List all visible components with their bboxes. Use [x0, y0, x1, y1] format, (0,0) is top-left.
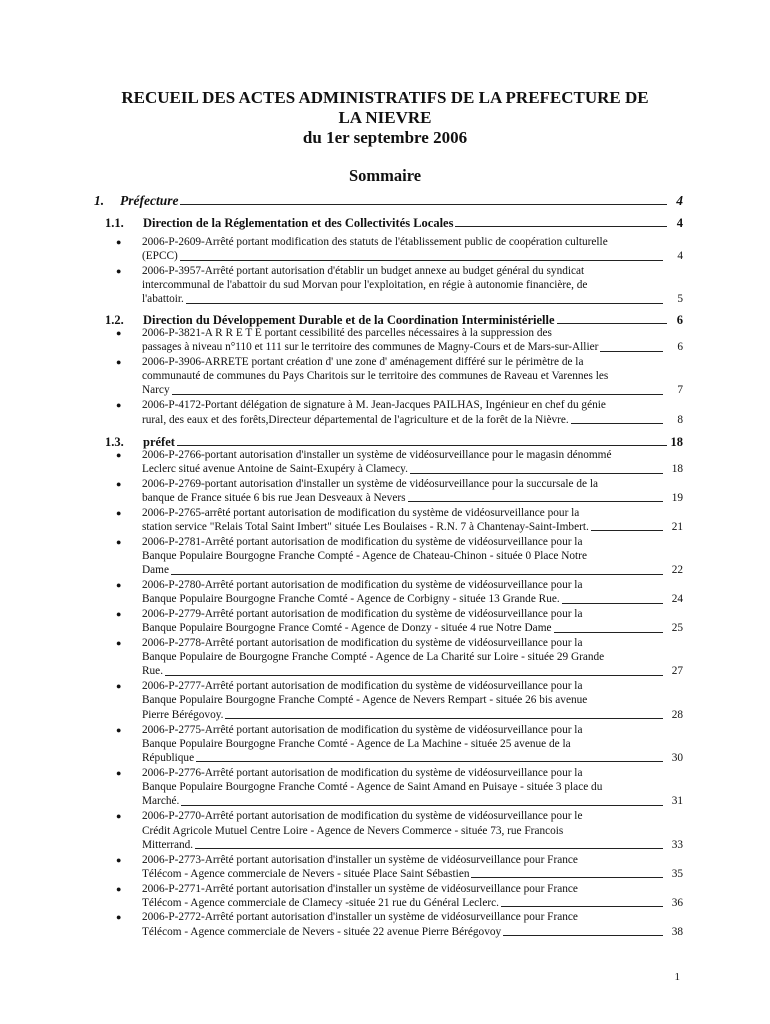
- toc-entry-text: [142, 766, 683, 809]
- toc-entry[interactable]: [116, 264, 683, 307]
- toc-entry-line-text: station service "Relais Total Saint Imbert" située Les Boulaises - R.N. 7 à Chantenay-Saint-Imbert.: [142, 521, 589, 534]
- toc-entry-line: [142, 882, 683, 896]
- toc-entry-line: [142, 235, 683, 249]
- toc-entry[interactable]: [116, 448, 683, 477]
- toc-entry[interactable]: [116, 723, 683, 766]
- toc-entry[interactable]: [116, 235, 683, 264]
- toc-subsection-label: préfet: [143, 435, 175, 449]
- document-title-line-3: du 1er septembre 2006: [302, 128, 468, 147]
- leader-line: [177, 445, 667, 446]
- toc-entry-line-text: rural, des eaux et des forêts,Directeur départemental de l'agriculture et de la forêt de la Nièvre.: [142, 413, 569, 426]
- toc-entry-line: [142, 340, 683, 354]
- toc-entry-page: 30: [671, 752, 683, 765]
- toc-entry-line-text: 2006-P-2769-portant autorisation d'installer un système de vidéosurveillance pour la succursale de la: [142, 477, 598, 490]
- toc-entry[interactable]: [116, 326, 683, 355]
- toc-entry-text: [142, 235, 683, 264]
- toc-entry-line-text: 2006-P-2771-Arrêté portant autorisation d'installer un système de vidéosurveillance pour France: [142, 882, 578, 895]
- toc-entry-line: [142, 607, 683, 621]
- leader-line: [455, 226, 667, 227]
- leader-line: [165, 675, 663, 676]
- leader-line: [600, 351, 663, 352]
- toc-entry-line-text: 2006-P-3821-A R R E T E portant cessibilité des parcelles nécessaires à la suppression des: [142, 327, 552, 339]
- leader-line: [172, 394, 663, 395]
- toc-entry-line-text: Télécom - Agence commerciale de Clamecy -située 21 rue du Général Leclerc.: [142, 896, 499, 909]
- toc-entry-line: [142, 448, 683, 462]
- toc-entry[interactable]: [116, 636, 683, 679]
- toc-entry[interactable]: [116, 809, 683, 852]
- toc-entry[interactable]: [116, 910, 683, 939]
- toc-entry-line: [142, 794, 683, 808]
- leader-line: [408, 501, 664, 502]
- toc-entry-page: 35: [671, 867, 683, 880]
- toc-entry-page: 31: [671, 795, 683, 808]
- toc-entry-text: [142, 679, 683, 722]
- toc-section-prefecture[interactable]: [94, 192, 683, 209]
- toc-entry-line: [142, 292, 683, 306]
- toc-entry[interactable]: [116, 398, 683, 427]
- toc-entry-line-text: 2006-P-2777-Arrêté portant autorisation de modification du système de vidéosurveillance pour la: [142, 680, 583, 693]
- toc-entry-text: [142, 264, 683, 307]
- leader-line: [195, 848, 663, 849]
- toc-entry-page: 5: [677, 293, 683, 306]
- toc-subsection-number: 1.1.: [105, 216, 124, 230]
- toc-entry-line: [142, 398, 683, 412]
- toc-entry-line: [142, 520, 683, 534]
- leader-line: [562, 603, 663, 604]
- toc-entry-line-text: communauté de communes du Pays Charitois sur le territoire des communes de Raveau et Varennes les: [142, 370, 609, 383]
- toc-entry-line-text: Banque Populaire Bourgogne Franche Compté - Agence de Chateau-Chinon - située 0 Place Notre: [142, 549, 587, 562]
- toc-entry-page: 18: [671, 463, 683, 476]
- toc-entry-line-text: Mitterrand.: [142, 838, 194, 851]
- toc-entry-line: [142, 737, 683, 751]
- toc-entry-line-text: Banque Populaire Bourgogne France Comté - Agence de Donzy - située 4 rue Notre Dame: [142, 622, 552, 635]
- toc-subsection-number: 1.3.: [105, 435, 124, 449]
- toc-entry[interactable]: [116, 607, 683, 636]
- toc-entry-line: [142, 636, 683, 650]
- toc-entry[interactable]: [116, 477, 683, 506]
- toc-entry-line: [142, 708, 683, 722]
- toc-entry-line: [142, 664, 683, 678]
- toc-entry-line: [142, 679, 683, 693]
- toc-entry[interactable]: [116, 853, 683, 882]
- toc-entry-text: [142, 326, 683, 355]
- toc-entry-line-text: l'abattoir.: [142, 293, 184, 306]
- toc-entry-page: 27: [671, 665, 683, 678]
- toc-entry-line-text: 2006-P-2780-Arrêté portant autorisation de modification du système de vidéosurveillance pour la: [142, 579, 583, 592]
- toc-entry-line-text: Pierre Bérégovoy.: [142, 708, 224, 721]
- sommaire-heading: Sommaire: [348, 166, 422, 185]
- toc-entry-text: [142, 882, 683, 911]
- toc-entry-line-text: 2006-P-2776-Arrêté portant autorisation de modification du système de vidéosurveillance pour la: [142, 766, 583, 779]
- toc-entry-page: 7: [677, 384, 683, 397]
- toc-entry-line: [142, 535, 683, 549]
- toc-section-number: 1.: [94, 193, 105, 208]
- toc-entry-line: [142, 751, 683, 765]
- toc-entry-line: [142, 506, 683, 520]
- toc-entry-line: [142, 766, 683, 780]
- toc-entry-line-text: 2006-P-4172-Portant délégation de signature à M. Jean-Jacques PAILHAS, Ingénieur en chef du génie: [142, 399, 606, 412]
- bullet-icon: ●: [116, 912, 122, 923]
- bullet-icon: ●: [116, 237, 122, 247]
- toc-entry-line-text: Rue.: [142, 665, 164, 678]
- toc-entry-line: [142, 578, 683, 592]
- toc-entry-text: [142, 723, 683, 766]
- toc-entry-page: 19: [671, 492, 683, 505]
- toc-entry-line-text: Dame: [142, 564, 169, 577]
- toc-entry-line: [142, 264, 683, 278]
- leader-line: [181, 805, 663, 806]
- leader-line: [554, 632, 664, 633]
- bullet-icon: ●: [116, 724, 122, 735]
- toc-entry-line-text: Télécom - Agence commerciale de Nevers - située 22 avenue Pierre Bérégovoy: [142, 925, 502, 938]
- toc-entry-line: [142, 809, 683, 823]
- toc-entry-line-text: Télécom - Agence commerciale de Nevers - située Place Saint Sébastien: [142, 867, 470, 880]
- toc-entry-line-text: 2006-P-2770-Arrêté portant autorisation de modification du système de vidéosurveillance pour le: [142, 810, 583, 823]
- toc-entry-text: [142, 578, 683, 607]
- toc-subsection-label: Direction de la Réglementation et des Collectivités Locales: [143, 216, 454, 230]
- toc-entry-text: [142, 910, 683, 939]
- toc-entry-line-text: 2006-P-2772-Arrêté portant autorisation d'installer un système de vidéosurveillance pour France: [142, 911, 578, 924]
- toc-entry-line: [142, 477, 683, 491]
- bullet-icon: ●: [116, 450, 122, 460]
- bullet-icon: ●: [116, 400, 122, 411]
- toc-entry-line: [142, 249, 683, 263]
- toc-entry-line: [142, 867, 683, 881]
- toc-entry-line: [142, 549, 683, 563]
- toc-entry-line-text: 2006-P-2766-portant autorisation d'installer un système de vidéosurveillance pour le magasin dénommé: [142, 449, 612, 461]
- toc-entry-line: [142, 910, 683, 924]
- toc-entry-page: 28: [671, 708, 683, 721]
- toc-entry-page: 25: [671, 622, 683, 635]
- toc-entry-text: [142, 535, 683, 578]
- toc-entry-page: 4: [677, 250, 683, 263]
- bullet-icon: ●: [116, 681, 122, 692]
- toc-entry-page: 33: [671, 838, 683, 851]
- leader-line: [503, 935, 663, 936]
- toc-entry-line: [142, 896, 683, 910]
- leader-line: [471, 877, 663, 878]
- bullet-icon: ●: [116, 608, 122, 619]
- toc-entry-line: [142, 563, 683, 577]
- toc-entry[interactable]: [116, 679, 683, 722]
- leader-line: [410, 473, 663, 474]
- toc-entry-line-text: Banque Populaire de Bourgogne Franche Compté - Agence de La Charité sur Loire - située 29 Grande: [142, 651, 605, 664]
- leader-line: [171, 574, 663, 575]
- toc-entry-line: [142, 925, 683, 939]
- toc-entry[interactable]: [116, 506, 683, 535]
- bullet-icon: ●: [116, 356, 122, 367]
- toc-entry-line-text: 2006-P-2765-arrêté portant autorisation de modification du système de vidéosurveillance pour la: [142, 506, 580, 519]
- toc-entry-line: [142, 355, 683, 369]
- leader-line: [571, 423, 663, 424]
- toc-entry-line: [142, 491, 683, 505]
- bullet-icon: ●: [116, 265, 122, 276]
- bullet-icon: ●: [116, 536, 122, 547]
- toc-subsection-label: Direction du Développement Durable et de la Coordination Interministérielle: [143, 313, 555, 327]
- toc-entry-line: [142, 723, 683, 737]
- toc-entry-page: 38: [671, 925, 683, 938]
- toc-subsection-page: 6: [676, 313, 683, 327]
- toc-entry-text: [142, 636, 683, 679]
- toc-entry-line-text: Banque Populaire Bourgogne Franche Compté - Agence de Nevers Rempart - située 26 bis avenue: [142, 694, 588, 707]
- toc-entry-line-text: 2006-P-2773-Arrêté portant autorisation d'installer un système de vidéosurveillance pour France: [142, 853, 578, 866]
- bullet-icon: ●: [116, 883, 122, 894]
- toc-entry-page: 21: [671, 521, 683, 534]
- toc-entry-line-text: passages à niveau n°110 et 111 sur le territoire des communes de Magny-Cours et de Mars-sur-Allier: [142, 341, 599, 354]
- toc-entry-line: [142, 838, 683, 852]
- toc-entry-line: [142, 592, 683, 606]
- toc-entry-line-text: 2006-P-2609-Arrêté portant modification des statuts de l'établissement public de coopération culturelle: [142, 236, 608, 248]
- toc-entry-page: 8: [677, 413, 683, 426]
- toc-entry-line-text: Crédit Agricole Mutuel Centre Loire - Agence de Nevers Commerce - située 73, rue Francois: [142, 824, 564, 837]
- toc-entry-line: [142, 824, 683, 838]
- toc-entry-text: [142, 809, 683, 852]
- toc-entry-line-text: Banque Populaire Bourgogne Franche Comté - Agence de Corbigny - située 13 Grande Rue.: [142, 593, 560, 606]
- leader-line: [557, 323, 667, 324]
- toc-entry-line-text: Narcy: [142, 384, 170, 397]
- bullet-icon: ●: [116, 478, 122, 489]
- toc-section-label: Préfecture: [120, 193, 179, 208]
- toc-subsection-1[interactable]: [105, 215, 683, 231]
- bullet-icon: ●: [116, 637, 122, 648]
- toc-entry-line-text: (EPCC): [142, 250, 178, 263]
- toc-entry-line: [142, 650, 683, 664]
- toc-entry-line-text: banque de France située 6 bis rue Jean Desveaux à Nevers: [142, 492, 406, 505]
- toc-entry-page: 6: [677, 341, 683, 354]
- toc-entry-line: [142, 413, 683, 427]
- toc-entry-line: [142, 693, 683, 707]
- page-number: 1: [674, 971, 680, 983]
- toc-entry-line-text: 2006-P-2781-Arrêté portant autorisation de modification du système de vidéosurveillance pour la: [142, 535, 583, 548]
- toc-entry-line-text: intercommunal de l'abattoir du sud Morvan pour l'exploitation, en régie à autonomie financière, de: [142, 279, 588, 292]
- toc-entry-line: [142, 780, 683, 794]
- toc-entry-line: [142, 278, 683, 292]
- toc-entry-line: [142, 462, 683, 476]
- leader-line: [501, 906, 663, 907]
- toc-entry[interactable]: [116, 766, 683, 809]
- toc-entry-line: [142, 369, 683, 383]
- leader-line: [180, 204, 667, 205]
- leader-line: [225, 718, 663, 719]
- toc-entry[interactable]: [116, 535, 683, 578]
- leader-line: [180, 260, 663, 261]
- toc-entry-line-text: Marché.: [142, 795, 180, 808]
- toc-entry-page: 24: [671, 593, 683, 606]
- toc-entry-text: [142, 448, 683, 477]
- toc-entry-page: 22: [671, 564, 683, 577]
- toc-section-page: 4: [676, 193, 683, 208]
- toc-entry-line: [142, 326, 683, 340]
- toc-entry-line-text: Banque Populaire Bourgogne Franche Comté - Agence de La Machine - située 25 avenue de la: [142, 737, 571, 750]
- bullet-icon: ●: [116, 854, 122, 865]
- toc-entry[interactable]: [116, 882, 683, 911]
- leader-line: [591, 530, 663, 531]
- toc-entry-line-text: Leclerc situé avenue Antoine de Saint-Exupéry à Clamecy.: [142, 463, 408, 476]
- toc-entry-line-text: 2006-P-3906-ARRETE portant création d' une zone d' aménagement différé sur le périmètre de la: [142, 355, 584, 368]
- toc-entry-line-text: 2006-P-2779-Arrêté portant autorisation de modification du système de vidéosurveillance pour la: [142, 607, 583, 620]
- toc-entry-text: [142, 853, 683, 882]
- toc-entry-line: [142, 853, 683, 867]
- bullet-icon: ●: [116, 507, 122, 518]
- toc-entry-line-text: 2006-P-2778-Arrêté portant autorisation de modification du système de vidéosurveillance pour la: [142, 636, 583, 649]
- leader-line: [196, 761, 663, 762]
- toc-entry-page: 36: [671, 896, 683, 909]
- toc-subsection-page: 4: [676, 216, 683, 230]
- toc-subsection-number: 1.2.: [105, 313, 124, 327]
- bullet-icon: ●: [116, 580, 122, 591]
- document-title-line-2: LA NIEVRE: [338, 108, 432, 127]
- leader-line: [186, 303, 663, 304]
- toc-entry-line: [142, 621, 683, 635]
- toc-entry[interactable]: [116, 578, 683, 607]
- toc-entry-text: [142, 506, 683, 535]
- toc-entry-line-text: 2006-P-2775-Arrêté portant autorisation de modification du système de vidéosurveillance pour la: [142, 723, 583, 736]
- toc-entry[interactable]: [116, 355, 683, 398]
- toc-entry-text: [142, 398, 683, 427]
- document-title-line-1: RECUEIL DES ACTES ADMINISTRATIFS DE LA PREFECTURE DE: [121, 88, 649, 107]
- bullet-icon: ●: [116, 767, 122, 778]
- bullet-icon: ●: [116, 328, 122, 338]
- toc-subsection-page: 18: [670, 435, 683, 449]
- toc-entry-text: [142, 607, 683, 636]
- toc-entry-line: [142, 383, 683, 397]
- toc-entry-line-text: République: [142, 752, 195, 765]
- toc-entry-line-text: Banque Populaire Bourgogne Franche Comté - Agence de Saint Amand en Puisaye - située 3 place du: [142, 781, 603, 794]
- toc-entry-text: [142, 355, 683, 398]
- toc-entry-line-text: 2006-P-3957-Arrêté portant autorisation d'établir un budget annexe au budget général du syndicat: [142, 264, 585, 277]
- bullet-icon: ●: [116, 811, 122, 822]
- toc-entry-text: [142, 477, 683, 506]
